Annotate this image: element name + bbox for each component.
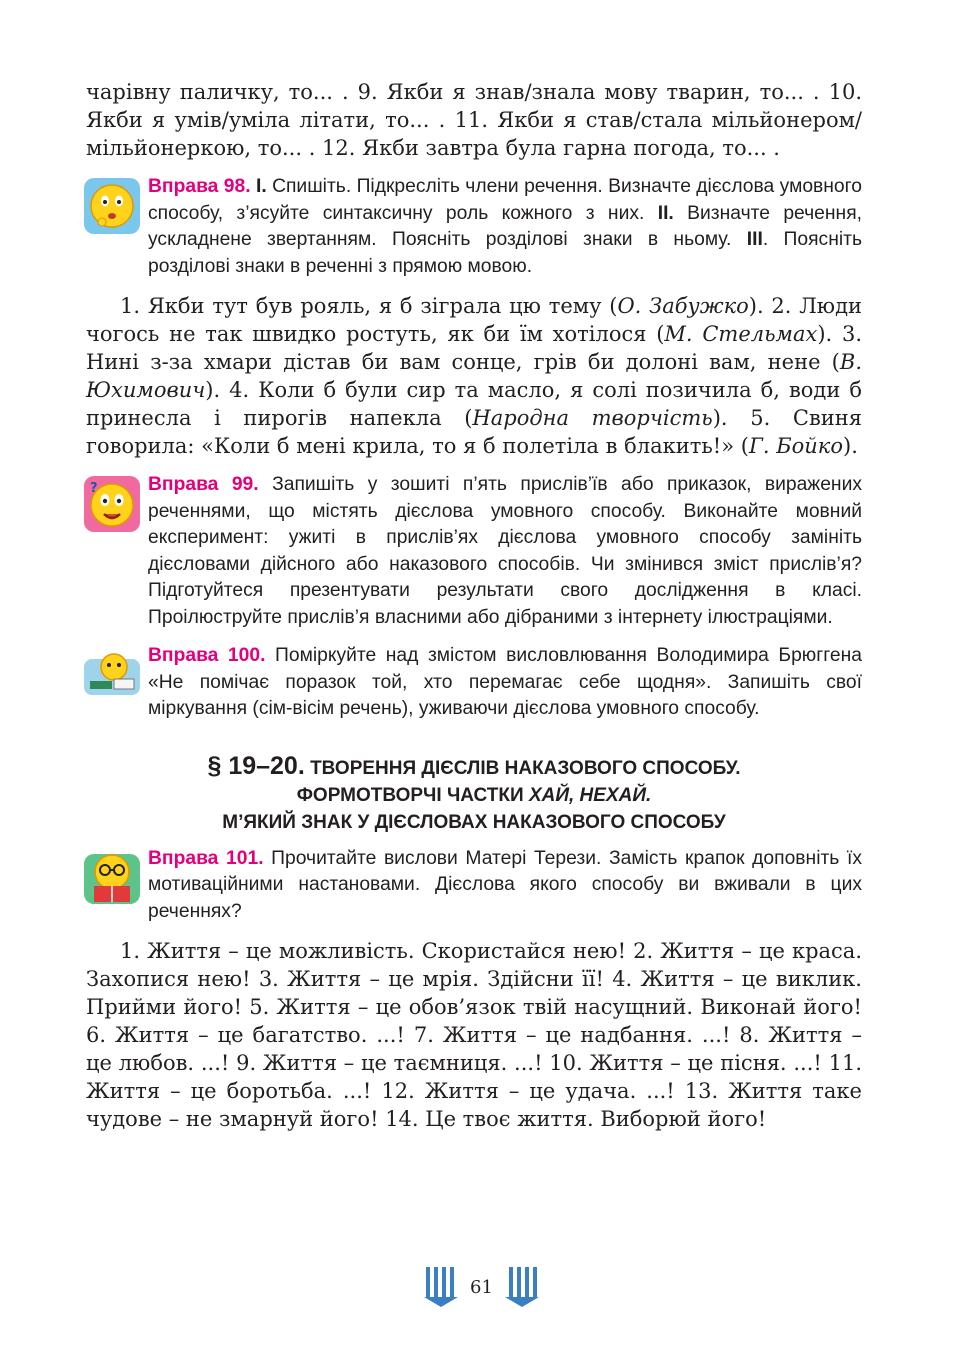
exercise-101-sentences <box>86 937 862 1133</box>
exercise-98-roman-3: III <box>746 229 763 250</box>
author-name: М. Стельмах <box>664 322 818 346</box>
section-number: § 19–20. <box>207 751 305 780</box>
exercise-98-text-1: Спишіть. Підкресліть члени речення. Визначте дієслова умовного способу, з’ясуйте синтаксичну роль кожного з них. <box>148 176 862 224</box>
exercise-98-roman-2: II. <box>657 202 674 224</box>
section-heading <box>86 753 862 836</box>
section-heading-line-2 <box>86 782 862 809</box>
sentence-part: ). 3. Нині з-за хмари дістав би вам сонце, грів би долоні вам, нене ( <box>86 322 862 374</box>
exercise-98-text-3: . Поясніть розділові знаки в реченні з прямою мовою. <box>148 229 862 277</box>
exercise-98-sentences <box>86 292 862 460</box>
exercise-99-text: Запишіть у зошиті п’ять прислів’їв або приказок, виражених реченнями, що містять дієслова умовного способу. Виконайте мовний експеримент: ужиті в прислів’ях дієслова умовного способу замініть дієсловами дійсного або наказового способів. Чи змінився зміст прислів’я? Підготуйтеся презентувати результати свого дослідження в класі. Проілюструйте прислів’я власними або дібраними з інтернету ілюстраціями. <box>148 474 862 628</box>
exercise-101 <box>86 846 862 926</box>
sentence-part: 1. Якби тут був рояль, я б зіграла цю тему ( <box>120 294 618 318</box>
exercise-98-sentences-text <box>86 292 862 460</box>
exercise-98 <box>86 174 862 280</box>
sentence-part: ). 2. Люди чогось не так швидко ростуть, як би їм хотілося ( <box>86 294 862 346</box>
top-paragraph-text: чарівну паличку, то... . 9. Якби я знав/знала мову тварин, то... . 10. Якби я умів/уміла літати, то... . 11. Якби я став/стала мільйонером/мільйонеркою, то... . 12. Якби завтра була гарна погода, то... . <box>86 80 862 160</box>
author-name: В. Юхимович <box>86 350 862 402</box>
svg-text:?: ? <box>90 481 98 496</box>
author-name: О. Забужко <box>617 294 749 318</box>
exercise-100-label: Вправа 100. <box>148 645 266 666</box>
sentence-part: ). 4. Коли б були сир та масло, я солі позичила б, води б принесла і пирогів напекла ( <box>86 378 862 430</box>
exercise-100 <box>86 643 862 723</box>
exercise-99 <box>86 472 862 631</box>
author-name: Г. Бойко <box>748 434 843 458</box>
exercise-98-text-2: Визначте речення, ускладнене звертанням. Поясніть розділові знаки в ньому. <box>148 202 862 250</box>
section-heading-line-3: М’ЯКИЙ ЗНАК У ДІЄСЛОВАХ НАКАЗОВОГО СПОСОБУ <box>222 811 726 833</box>
top-paragraph <box>86 78 862 162</box>
studying-smiley-icon <box>84 647 140 703</box>
section-title-italic: ХАЙ, НЕХАЙ. <box>528 784 652 806</box>
section-heading-line-1 <box>86 753 862 782</box>
sentence-part: ). 5. Свиня говорила: «Коли б мені крила, то я б полетіла в блакить!» ( <box>86 406 863 458</box>
thinking-smiley-icon <box>84 178 140 234</box>
exercise-101-sentences-text: 1. Життя – це можливість. Скористайся нею! 2. Життя – це краса. Захопися нею! 3. Життя – це мрія. Здійсни її! 4. Життя – це виклик. Прийми його! 5. Життя – це обов’язок твій насущний. Виконай його! 6. Життя – це багатство. ...! 7. Життя – це надбання. ...! 8. Життя – це любов. ...! 9. Життя – це таємниця. ...! 10. Життя – це пісня. ...! 11. Життя – це боротьба. ...! 12. Життя – це удача. ...! 13. Життя таке чудове – не змарнуй його! 14. Це твоє життя. Виборюй його! <box>86 939 862 1131</box>
exercise-101-text: Прочитайте вислови Матері Терези. Замість крапок доповніть їх мотиваційними настановами. Дієслова якого способу ви вживали в цих реченнях? <box>148 847 862 922</box>
question-smiley-icon <box>84 476 140 532</box>
exercise-101-label: Вправа 101. <box>148 847 264 869</box>
page-footer <box>0 1262 963 1312</box>
ornament-icon <box>422 1265 460 1309</box>
textbook-page <box>86 78 862 1133</box>
exercise-100-text: Поміркуйте над змістом висловлювання Володимира Брюггена «Не помічає поразок той, хто перемагає себе щодня». Запишіть свої міркування (сім-вісім речень), уживаючи дієслова умовного способу. <box>148 645 863 719</box>
ornament-icon <box>503 1265 541 1309</box>
reading-smiley-icon <box>84 850 140 906</box>
page-number: 61 <box>470 1276 493 1298</box>
author-name: Народна творчість <box>472 406 713 430</box>
exercise-98-label: Вправа 98. <box>148 176 251 197</box>
exercise-99-label: Вправа 99. <box>148 474 259 495</box>
section-title-part: ТВОРЕННЯ ДІЄСЛІВ НАКАЗОВОГО СПОСОБУ. <box>304 757 741 779</box>
sentence-part: ). <box>843 434 858 458</box>
exercise-98-roman-1: I. <box>255 176 267 197</box>
section-title-part: ФОРМОТВОРЧІ ЧАСТКИ <box>296 784 529 806</box>
